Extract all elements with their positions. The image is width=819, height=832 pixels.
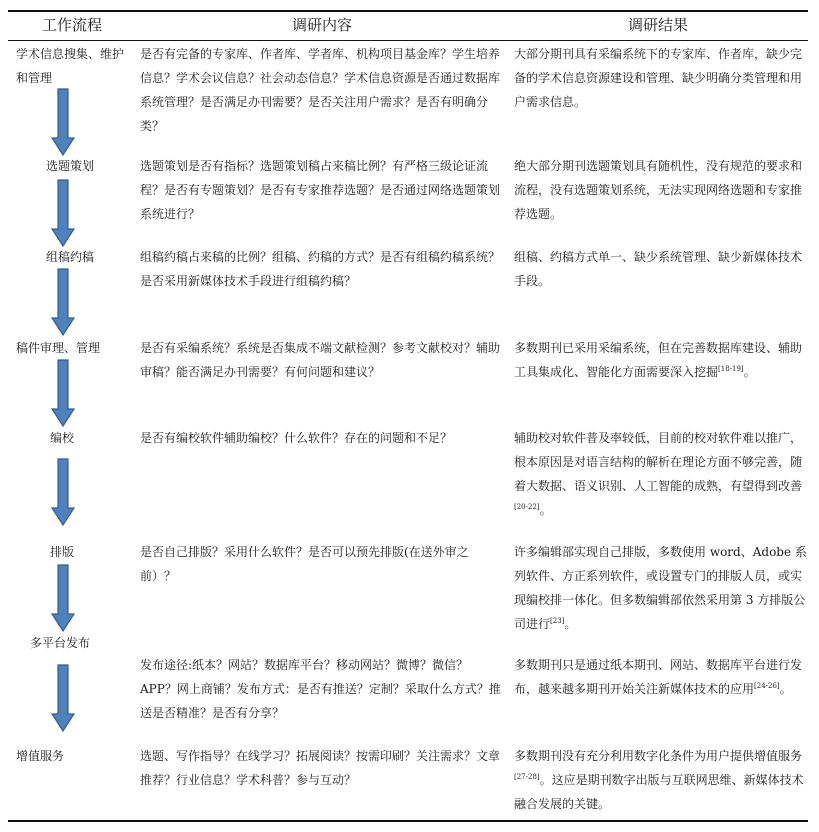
stage-label: 编校 <box>50 431 75 445</box>
research-result: 辅助校对软件普及率较低，目前的校对软件难以推广，根本原因是对语言结构的解析在理论方面不够完善，随着大数据、语义识别、人工智能的成熟，有望得到改善[20-22]。 <box>514 431 803 517</box>
research-content: 选题、写作指导？在线学习？拓展阅读？按需印刷？关注需求？文章推荐？行业信息？学术科普？参与互动？ <box>140 749 501 787</box>
research-result: 大部分期刊具有采编系统下的专家库、作者库，缺少完备的学术信息资源建设和管理、缺少明确分类管理和用户需求信息。 <box>514 47 803 109</box>
down-arrow-icon <box>51 88 75 156</box>
stage-label: 组稿约稿 <box>46 250 95 264</box>
research-content: 是否有采编系统？系统是否集成不端文献检测？参考文献校对？辅助审稿？能否满足办刊需要？有何问题和建议？ <box>140 341 501 379</box>
research-content: 是否有编校软件辅助编校？什么软件？存在的问题和不足？ <box>140 431 453 445</box>
down-arrow-icon <box>51 458 75 526</box>
research-content: 是否自己排版？采用什么软件？是否可以预先排版(在送外审之前）？ <box>140 545 469 583</box>
stage-label: 学术信息搜集、维护和管理 <box>16 47 125 85</box>
down-arrow-icon <box>51 268 75 336</box>
header-result: 调研结果 <box>628 16 689 34</box>
table-top-rule <box>8 10 808 12</box>
stage-label: 稿件审理、管理 <box>16 341 101 355</box>
down-arrow-icon <box>51 179 75 247</box>
research-content: 选题策划是否有指标？选题策划稿占来稿比例？有严格三级论证流程？是否有专题策划？是否有专家推荐选题？是否通过网络选题策划系统进行？ <box>140 159 501 221</box>
stage-label: 选题策划 <box>46 159 95 173</box>
research-content: 是否有完备的专家库、作者库、学者库、机构项目基金库？学生培养信息？学术会议信息？社会动态信息？学术信息资源是否通过数据库系统管理？是否满足办刊需要？是否关注用户需求？是否有明确分类？ <box>140 47 501 133</box>
citation-ref: [27-28] <box>514 773 540 781</box>
header-workflow: 工作流程 <box>42 16 103 34</box>
research-result: 多数期刊没有充分利用数字化条件为用户提供增值服务[27-28]。这应是期刊数字出版与互联网思维、新媒体技术融合发展的关键。 <box>514 749 804 811</box>
research-result: 多数期刊已采用采编系统，但在完善数据库建设、辅助工具集成化、智能化方面需要深入挖掘[18-19]。 <box>514 341 803 379</box>
research-result: 许多编辑部实现自己排版，多数使用 word、Adobe 系列软件、方正系列软件，或设置专门的排版人员，或实现编校排一体化。但多数编辑部依然采用第 3 方排版公司进行[23]。 <box>514 545 807 631</box>
research-result: 多数期刊只是通过纸本期刊、网站、数据库平台进行发布，越来越多期刊开始关注新媒体技术的应用[24-26]。 <box>514 658 803 696</box>
down-arrow-icon <box>51 359 75 427</box>
table-header-rule <box>8 40 808 41</box>
stage-label: 排版 <box>50 545 75 559</box>
research-result: 组稿、约稿方式单一、缺少系统管理、缺少新媒体技术手段。 <box>514 250 803 288</box>
down-arrow-icon <box>51 564 75 632</box>
research-content: 组稿约稿占来稿的比例？组稿、约稿的方式？是否有组稿约稿系统？是否采用新媒体技术手段进行组稿约稿？ <box>140 250 501 288</box>
research-result: 绝大部分期刊选题策划具有随机性，没有规范的要求和流程，没有选题策划系统，无法实现网络选题和专家推荐选题。 <box>514 159 803 221</box>
citation-ref: [23] <box>550 617 565 625</box>
research-content: 发布途径:纸本？网站？数据库平台？移动网站？微博？微信？APP？网上商铺？发布方式：是否有推送？定制？采取什么方式？推送是否精准？是否有分享？ <box>140 658 501 720</box>
citation-ref: [20-22] <box>514 503 540 511</box>
header-content: 调研内容 <box>292 16 353 34</box>
table-bottom-rule <box>8 820 808 822</box>
down-arrow-icon <box>51 664 75 732</box>
citation-ref: [18-19] <box>718 365 744 373</box>
citation-ref: [24-26] <box>754 682 780 690</box>
stage-label: 多平台发布 <box>30 636 91 650</box>
stage-label: 增值服务 <box>16 749 65 763</box>
